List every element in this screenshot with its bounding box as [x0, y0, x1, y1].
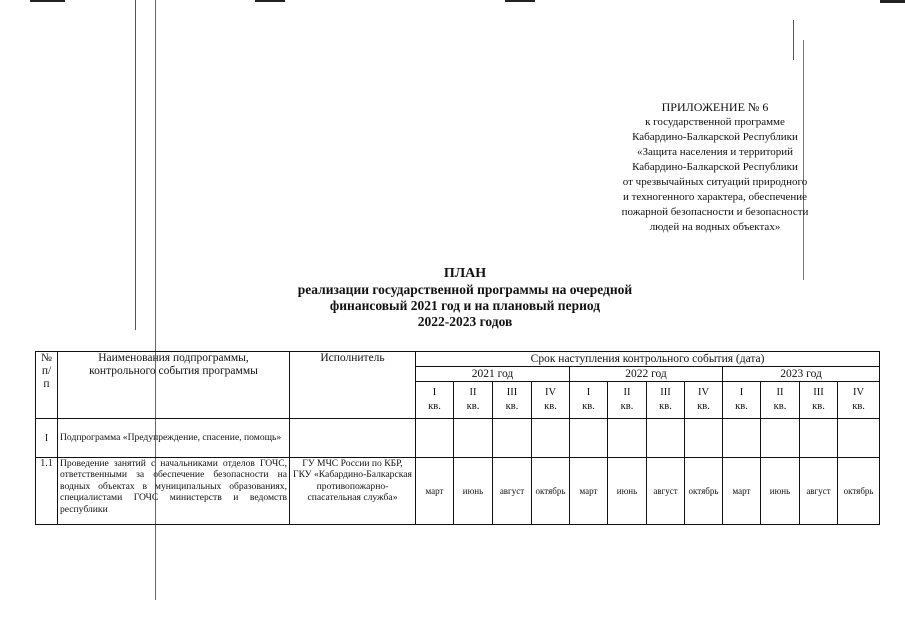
header-executor: Исполнитель [290, 352, 416, 419]
row-date: март [723, 458, 761, 525]
appendix-line: и техногенного характера, обеспечение [622, 191, 808, 203]
header-name: Наименования подпрограммы, контрольного события программы [58, 352, 290, 419]
header-quarter: III кв. [647, 382, 685, 419]
appendix-line: пожарной безопасности и безопасности [621, 206, 809, 218]
header-quarter: II кв. [761, 382, 800, 419]
header-quarter: I кв. [570, 382, 608, 419]
scan-artifact-line [505, 0, 535, 2]
row-date [532, 419, 570, 458]
row-date [761, 419, 800, 458]
header-year: 2023 год [723, 367, 880, 382]
row-date [685, 419, 723, 458]
appendix-block [596, 100, 834, 235]
table-row [36, 419, 880, 458]
appendix-line: к государственной программе [645, 116, 785, 128]
row-date [647, 419, 685, 458]
plan-title [250, 266, 680, 330]
header-quarter: III кв. [800, 382, 838, 419]
row-date [608, 419, 647, 458]
header-quarter: IV кв. [838, 382, 880, 419]
header-quarter: I кв. [723, 382, 761, 419]
row-date: март [570, 458, 608, 525]
plan-title-line: финансовый 2021 год и на плановый период [329, 298, 601, 313]
row-date [454, 419, 493, 458]
header-quarter: IV кв. [685, 382, 723, 419]
row-num: 1.1 [36, 458, 58, 525]
scan-artifact-line [255, 0, 285, 2]
scan-artifact-line [793, 20, 794, 60]
row-date: август [800, 458, 838, 525]
row-date [838, 419, 880, 458]
row-date: октябрь [685, 458, 723, 525]
row-name: Проведение занятий с начальниками отделов ГОЧС, ответственными за обеспечение безопасности на водных объектах в муниципальных образованиях, специалистами ГОЧС министерств и ведомств республики [58, 458, 290, 525]
appendix-heading: ПРИЛОЖЕНИЕ № 6 [661, 100, 769, 114]
plan-title-line: реализации государственной программы на очередной [297, 282, 633, 297]
header-quarter: I кв. [416, 382, 454, 419]
scan-artifact-line [135, 0, 136, 330]
row-date: июнь [454, 458, 493, 525]
row-date: июнь [608, 458, 647, 525]
row-date: август [493, 458, 532, 525]
scan-artifact-line [30, 0, 65, 2]
row-date: март [416, 458, 454, 525]
row-num: I [36, 419, 58, 458]
plan-table [35, 351, 880, 525]
row-name: Подпрограмма «Предупреждение, спасение, помощь» [58, 419, 290, 458]
appendix-line: Кабардино-Балкарской Республики [632, 161, 798, 173]
header-num: № п/ п [36, 352, 58, 419]
table-row [36, 458, 880, 525]
row-executor [290, 419, 416, 458]
row-date [570, 419, 608, 458]
header-quarter: II кв. [454, 382, 493, 419]
row-date: июнь [761, 458, 800, 525]
appendix-line: людей на водных объектах» [649, 221, 781, 233]
row-date [493, 419, 532, 458]
row-date: октябрь [838, 458, 880, 525]
appendix-line: Кабардино-Балкарской Республики [632, 131, 798, 143]
appendix-line: «Защита населения и территорий [636, 146, 794, 158]
header-deadline: Срок наступления контрольного события (дата) [416, 352, 880, 367]
header-quarter: IV кв. [532, 382, 570, 419]
plan-title-line: 2022-2023 годов [417, 314, 513, 329]
row-date [723, 419, 761, 458]
header-year: 2021 год [416, 367, 570, 382]
row-date: август [647, 458, 685, 525]
row-executor: ГУ МЧС России по КБР, ГКУ «Кабардино-Балкарская противопожарно-спасательная служба» [290, 458, 416, 525]
header-year: 2022 год [570, 367, 723, 382]
appendix-line: от чрезвычайных ситуаций природного [622, 176, 808, 188]
header-quarter: II кв. [608, 382, 647, 419]
row-date [416, 419, 454, 458]
row-date [800, 419, 838, 458]
header-quarter: III кв. [493, 382, 532, 419]
scan-artifact-line [880, 0, 905, 3]
row-date: октябрь [532, 458, 570, 525]
plan-title-main: ПЛАН [443, 266, 487, 281]
